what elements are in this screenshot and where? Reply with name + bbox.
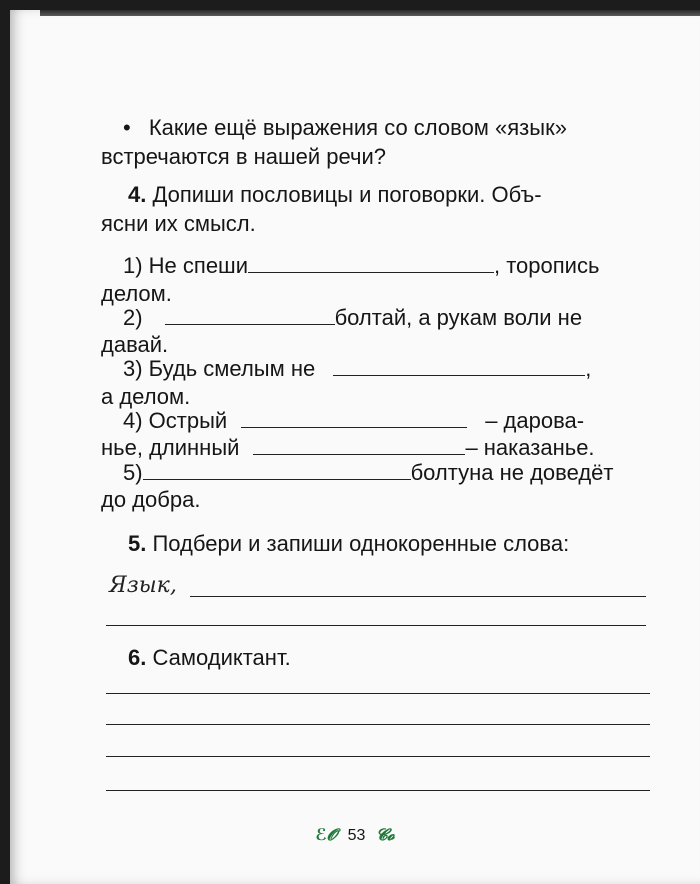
proverb-4-tail: – наказанье. bbox=[465, 435, 595, 460]
proverb-1 bbox=[123, 253, 599, 279]
task4-number: 4. bbox=[128, 182, 147, 207]
left-ornament-icon: ℰ𝓞 bbox=[315, 827, 338, 844]
task6-writing-line-2[interactable] bbox=[106, 724, 650, 725]
right-ornament-icon: 𝓒𝓸 bbox=[375, 827, 395, 844]
proverb-4-blank-1[interactable] bbox=[241, 409, 467, 428]
task6-writing-line-4[interactable] bbox=[106, 790, 650, 791]
page-number: 53 bbox=[347, 827, 366, 844]
task4-line-2: ясни их смысл. bbox=[101, 211, 256, 236]
proverb-4-start: 4) Острый bbox=[123, 408, 228, 433]
task6-number: 6. bbox=[128, 645, 147, 670]
task6-writing-line-3[interactable] bbox=[106, 756, 650, 757]
task6-heading bbox=[128, 645, 291, 671]
proverb-1-start: 1) Не спеши bbox=[123, 253, 248, 278]
intro-line-1 bbox=[123, 115, 567, 141]
proverb-4 bbox=[123, 408, 584, 434]
handwritten-sample-word: Язык, bbox=[109, 573, 177, 598]
intro-line-2: встречаются в нашей речи? bbox=[101, 144, 387, 169]
proverb-4-end: – дарова- bbox=[485, 408, 585, 433]
page-footer bbox=[10, 825, 700, 845]
proverb-4-mid: нье, длинный bbox=[101, 435, 240, 460]
proverb-1-blank[interactable] bbox=[248, 254, 494, 273]
proverb-2-line-2: давай. bbox=[101, 332, 169, 357]
proverb-5-line-2: до добра. bbox=[101, 487, 201, 512]
page-top-edge bbox=[40, 10, 700, 16]
task5-text: Подбери и запиши однокоренные слова: bbox=[152, 531, 570, 556]
proverb-5 bbox=[123, 460, 613, 486]
proverb-5-blank[interactable] bbox=[143, 461, 411, 480]
proverb-3-end: , bbox=[585, 356, 592, 381]
task5-writing-line-1[interactable] bbox=[190, 596, 646, 597]
proverb-2-start: 2) bbox=[123, 305, 143, 330]
proverb-1-end: , торопись bbox=[494, 253, 600, 278]
proverb-5-start: 5) bbox=[123, 460, 143, 485]
proverb-2 bbox=[123, 305, 582, 331]
proverb-4-blank-2[interactable] bbox=[253, 436, 465, 455]
proverb-3 bbox=[123, 356, 591, 382]
proverb-3-line-2: а делом. bbox=[101, 384, 191, 409]
task5-heading bbox=[128, 531, 569, 557]
bullet: • bbox=[123, 115, 131, 140]
intro-text-1: Какие ещё выражения со словом «язык» bbox=[148, 115, 567, 140]
proverb-2-end: болтай, а рукам воли не bbox=[334, 305, 583, 330]
task5-writing-line-2[interactable] bbox=[106, 625, 646, 626]
proverb-3-blank[interactable] bbox=[333, 357, 585, 376]
task4-heading bbox=[128, 182, 542, 208]
task5-number: 5. bbox=[128, 531, 147, 556]
proverb-4-line-2 bbox=[101, 435, 595, 461]
proverb-5-end: болтуна не доведёт bbox=[410, 460, 614, 485]
task6-text: Самодиктант. bbox=[152, 645, 291, 670]
proverb-1-line-2: делом. bbox=[101, 281, 172, 306]
task6-writing-line-1[interactable] bbox=[106, 693, 650, 694]
proverb-3-start: 3) Будь смелым не bbox=[123, 356, 316, 381]
workbook-page bbox=[10, 10, 700, 884]
proverb-2-blank[interactable] bbox=[165, 306, 335, 325]
task4-text: Допиши пословицы и поговорки. Объ- bbox=[152, 182, 542, 207]
